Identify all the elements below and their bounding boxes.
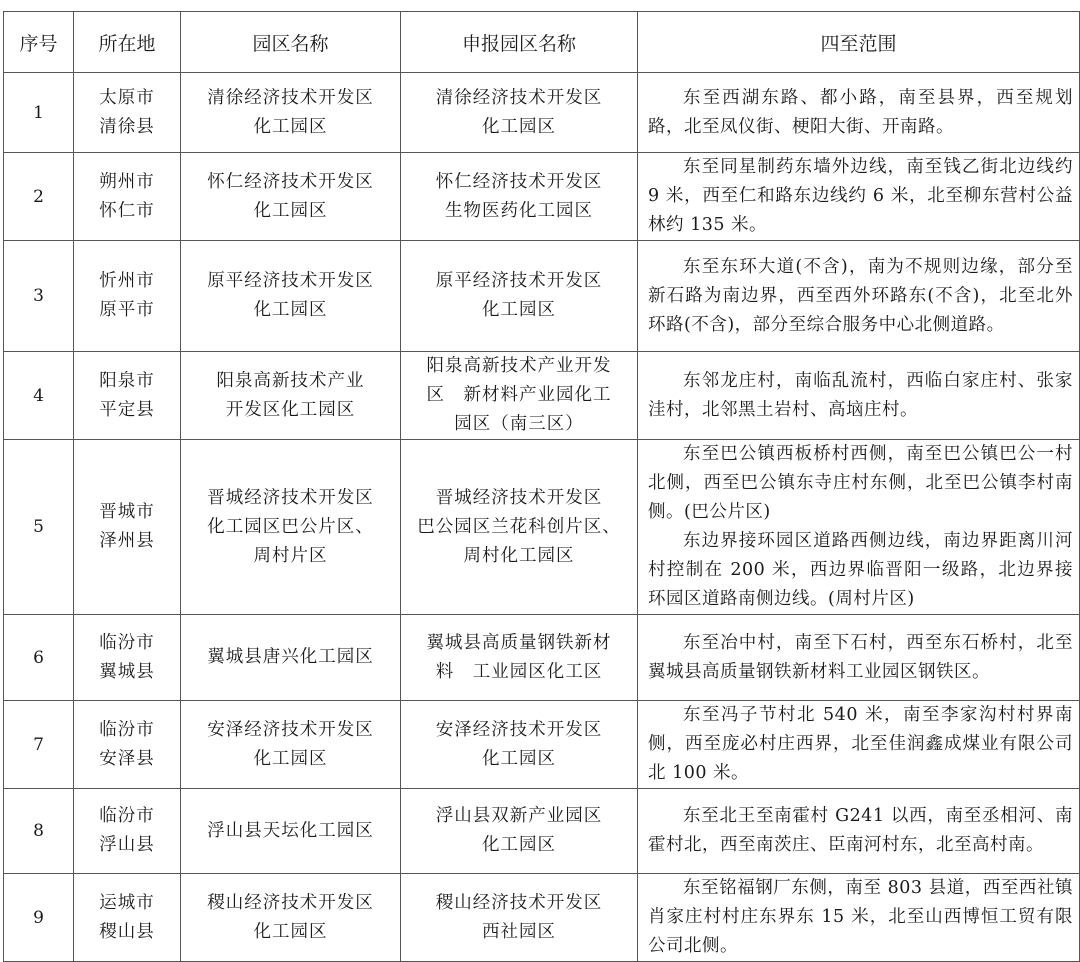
declared-name-cell	[401, 701, 638, 789]
location-line: 临汾市	[99, 719, 155, 740]
seq-cell: 6	[4, 615, 74, 701]
park-name-line: 开发区化工园区	[225, 399, 356, 420]
declared-name-line: 料 工业园区化工区	[435, 661, 603, 682]
header-park-name: 园区名称	[181, 12, 401, 73]
location-line: 原平市	[99, 300, 155, 320]
park-name-line: 翼城县唐兴化工园区	[207, 647, 374, 667]
declared-name-cell	[401, 153, 638, 241]
declared-name-line: 园区（南三区）	[454, 414, 584, 434]
header-location: 所在地	[74, 12, 181, 73]
industrial-park-table	[3, 11, 1080, 962]
range-paragraph: 东至冶中村，南至下石村，西至东石桥村，北至翼城县高质量钢铁新材料工业园区钢铁区。	[648, 632, 1073, 682]
location-line: 浮山县	[99, 835, 155, 855]
seq-cell: 1	[4, 73, 74, 153]
location-cell	[74, 73, 181, 153]
location-line: 稷山县	[99, 921, 155, 942]
range-cell	[638, 352, 1080, 440]
location-cell	[74, 615, 181, 701]
declared-name-cell	[401, 352, 638, 440]
location-line: 泽州县	[99, 531, 155, 551]
location-line: 安泽县	[99, 748, 155, 769]
declared-name-line: 怀仁经济技术开发区	[435, 171, 603, 192]
declared-name-line: 化工园区	[482, 300, 556, 320]
location-line: 忻州市	[99, 271, 155, 291]
range-cell	[638, 73, 1080, 153]
location-line: 晋城市	[99, 502, 155, 522]
table-row	[4, 440, 1080, 615]
park-name-cell	[181, 440, 401, 615]
range-paragraph: 东至西湖东路、都小路，南至县界，西至规划路，北至凤仪街、梗阳大街、开南路。	[648, 87, 1073, 137]
table-row	[4, 701, 1080, 789]
range-cell	[638, 440, 1080, 615]
table-row	[4, 874, 1080, 962]
location-line: 清徐县	[99, 116, 155, 137]
range-cell	[638, 153, 1080, 241]
seq-cell: 5	[4, 440, 74, 615]
location-cell	[74, 153, 181, 241]
location-line: 怀仁市	[99, 200, 155, 221]
location-cell	[74, 352, 181, 440]
range-paragraph: 东至铭福钢厂东侧，南至 803 县道，西至西社镇肖家庄村村庄东界东 15 米，北至山西博恒工贸有限公司北侧。	[648, 878, 1073, 956]
location-line: 临汾市	[99, 806, 155, 826]
declared-name-line: 化工园区	[482, 116, 556, 137]
park-name-cell	[181, 701, 401, 789]
park-name-cell	[181, 789, 401, 874]
location-line: 翼城县	[99, 661, 155, 682]
range-cell	[638, 701, 1080, 789]
range-paragraph: 东至东环大道(不含)，南为不规则边缘，部分至新石路为南边界，西至西外环路东(不含)，北至北外环路(不含)，部分至综合服务中心北侧道路。	[648, 256, 1073, 335]
park-name-line: 原平经济技术开发区	[207, 271, 374, 291]
location-cell	[74, 440, 181, 615]
seq-cell: 8	[4, 789, 74, 874]
range-cell	[638, 241, 1080, 352]
declared-name-cell	[401, 615, 638, 701]
declared-name-line: 翼城县高质量钢铁新材	[426, 632, 612, 653]
park-name-cell	[181, 615, 401, 701]
declared-name-line: 区 新材料产业园化工	[426, 385, 612, 405]
park-name-line: 周村片区	[253, 545, 328, 566]
table-row	[4, 73, 1080, 153]
range-paragraph: 东至冯子节村北 540 米，南至李家沟村村界南侧，西至庞必村庄西界，北至佳润鑫成煤业有限公司北 100 米。	[648, 705, 1073, 783]
park-name-line: 化工园区	[253, 748, 328, 769]
table-row	[4, 241, 1080, 352]
location-line: 朔州市	[99, 171, 155, 192]
park-name-cell	[181, 352, 401, 440]
location-line: 运城市	[99, 892, 155, 913]
table-row	[4, 615, 1080, 701]
declared-name-line: 周村化工园区	[463, 545, 575, 566]
declared-name-cell	[401, 241, 638, 352]
park-name-line: 稷山经济技术开发区	[207, 892, 374, 913]
header-seq: 序号	[4, 12, 74, 73]
range-paragraph: 东至巴公镇西板桥村西侧，南至巴公镇巴公一村北侧，西至巴公镇东寺庄村东侧，北至巴公镇李村南侧。(巴公片区)	[648, 444, 1073, 522]
park-name-line: 化工园区	[253, 921, 328, 942]
park-name-line: 清徐经济技术开发区	[207, 87, 374, 108]
table-body	[4, 73, 1080, 962]
declared-name-cell	[401, 73, 638, 153]
table-row	[4, 789, 1080, 874]
location-line: 太原市	[99, 87, 155, 108]
park-name-line: 化工园区	[253, 116, 328, 137]
park-name-line: 安泽经济技术开发区	[207, 719, 374, 740]
declared-name-cell	[401, 789, 638, 874]
declared-name-line: 化工园区	[482, 835, 556, 855]
declared-name-line: 浮山县双新产业园区	[435, 806, 603, 826]
seq-cell: 7	[4, 701, 74, 789]
header-range: 四至范围	[638, 12, 1080, 73]
table-row	[4, 153, 1080, 241]
range-paragraph: 东边界接环园区道路西侧边线，南边界距离川河村控制在 200 米，西边界临晋阳一级路，北边界接环园区道路南侧边线。(周村片区)	[648, 531, 1073, 609]
declared-name-line: 阳泉高新技术产业开发	[426, 356, 612, 376]
park-name-line: 化工园区	[253, 300, 328, 320]
park-name-cell	[181, 153, 401, 241]
table-row	[4, 352, 1080, 440]
location-line: 阳泉市	[99, 370, 155, 391]
declared-name-cell	[401, 440, 638, 615]
declared-name-line: 安泽经济技术开发区	[435, 719, 603, 740]
park-name-cell	[181, 73, 401, 153]
park-name-line: 化工园区	[253, 200, 328, 221]
park-name-line: 怀仁经济技术开发区	[207, 171, 374, 192]
park-name-line: 晋城经济技术开发区	[207, 487, 374, 508]
range-cell	[638, 615, 1080, 701]
declared-name-cell	[401, 874, 638, 962]
declared-name-line: 西社园区	[482, 921, 556, 942]
location-cell	[74, 874, 181, 962]
range-cell	[638, 874, 1080, 962]
park-name-line: 阳泉高新技术产业	[216, 370, 365, 391]
range-paragraph: 东至同星制药东墙外边线，南至钱乙街北边线约 9 米，西至仁和路东边线约 6 米，北至柳东营村公益林约 135 米。	[648, 157, 1073, 235]
header-row	[4, 12, 1080, 73]
park-name-cell	[181, 874, 401, 962]
header-declared-name: 申报园区名称	[401, 12, 638, 73]
range-paragraph: 东邻龙庄村，南临乱流村，西临白家庄村、张家洼村，北邻黑土岩村、高垴庄村。	[648, 370, 1073, 420]
declared-name-line: 晋城经济技术开发区	[435, 487, 603, 508]
declared-name-line: 原平经济技术开发区	[435, 271, 603, 291]
seq-cell: 3	[4, 241, 74, 352]
range-paragraph: 东至北王至南霍村 G241 以西，南至丞相河、南霍村北，西至南茨庄、臣南河村东，北至高村南。	[648, 806, 1073, 855]
park-name-line: 化工园区巴公片区、	[207, 516, 374, 537]
declared-name-line: 生物医药化工园区	[445, 200, 593, 221]
location-cell	[74, 241, 181, 352]
seq-cell: 2	[4, 153, 74, 241]
seq-cell: 9	[4, 874, 74, 962]
declared-name-line: 稷山经济技术开发区	[435, 892, 603, 913]
seq-cell: 4	[4, 352, 74, 440]
location-line: 临汾市	[99, 632, 155, 653]
range-cell	[638, 789, 1080, 874]
park-name-line: 浮山县天坛化工园区	[207, 820, 374, 841]
declared-name-line: 化工园区	[482, 748, 556, 769]
declared-name-line: 清徐经济技术开发区	[435, 87, 603, 108]
park-name-cell	[181, 241, 401, 352]
location-line: 平定县	[99, 399, 155, 420]
location-cell	[74, 789, 181, 874]
location-cell	[74, 701, 181, 789]
declared-name-line: 巴公园区兰花科创片区、	[417, 516, 621, 537]
